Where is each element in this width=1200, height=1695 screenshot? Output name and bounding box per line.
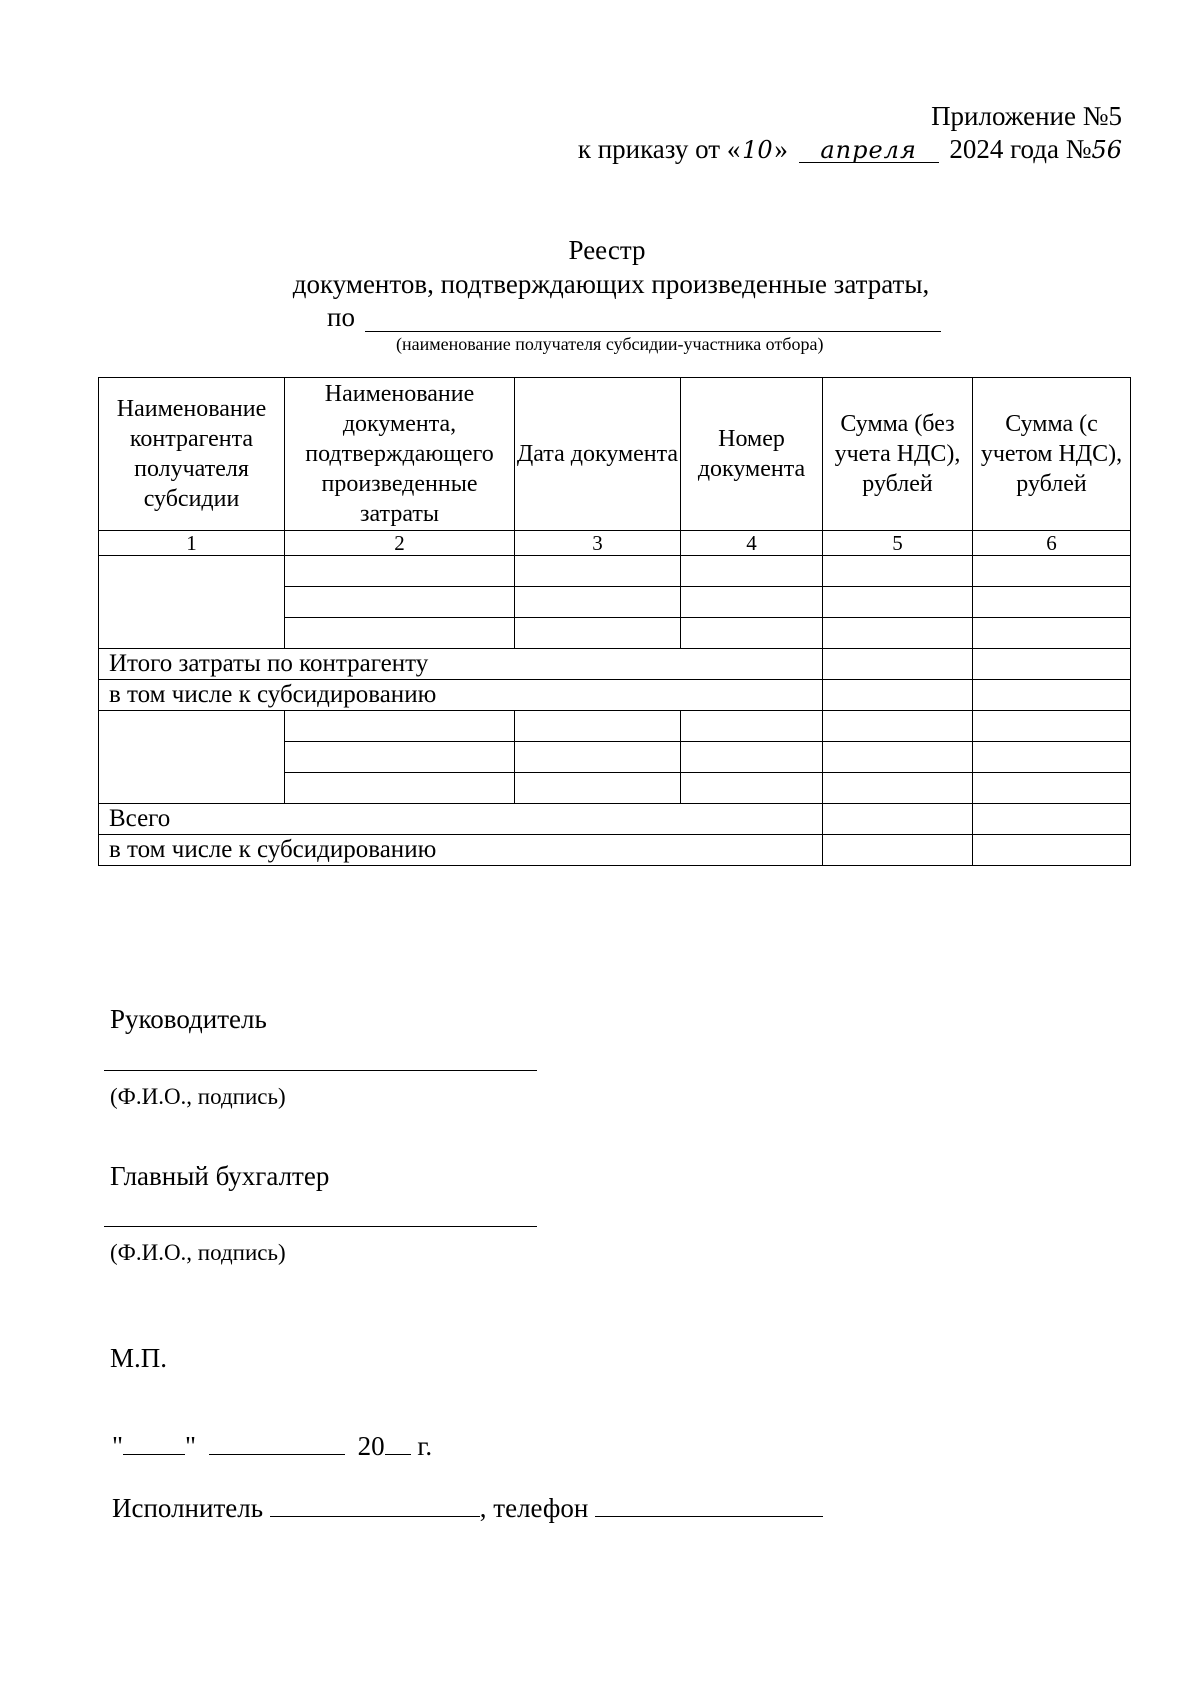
table-cell[interactable] [681,618,823,649]
table-cell[interactable] [973,618,1131,649]
column-number-row [99,531,1131,556]
date-year-field[interactable] [385,1432,411,1455]
column-header: Наименование контрагента получателя субсидии [99,378,285,531]
table-cell[interactable] [515,711,681,742]
phone-label: , телефон [479,1493,589,1523]
subtotal-row [99,649,1131,680]
order-reference-line [578,133,1122,167]
order-year: 2024 года № [949,134,1092,164]
column-header: Сумма (без учета НДС), рублей [823,378,973,531]
table-cell[interactable] [515,773,681,804]
table-cell[interactable] [973,711,1131,742]
total-label: Всего [99,804,823,835]
table-cell[interactable] [681,556,823,587]
subtotal-subsidy-amount-with-vat[interactable] [973,680,1131,711]
column-number: 6 [973,531,1131,556]
table-cell[interactable] [823,742,973,773]
subtotal-subsidy-amount-without-vat[interactable] [823,680,973,711]
table-cell[interactable] [285,742,515,773]
table-cell[interactable] [285,711,515,742]
table-cell[interactable] [823,556,973,587]
table-cell[interactable] [515,618,681,649]
document-title-block [0,234,1200,300]
table-cell[interactable] [973,587,1131,618]
head-label: Руководитель [110,1004,267,1034]
document-title: Реестр [568,235,646,265]
order-day-handwritten: 10 [742,136,773,164]
executor-line [112,1493,823,1524]
table-cell[interactable] [973,773,1131,804]
total-subsidy-row [99,835,1131,866]
table-cell[interactable] [973,742,1131,773]
order-number-handwritten: 56 [1091,136,1122,164]
table-cell[interactable] [973,556,1131,587]
subtotal-amount-with-vat[interactable] [973,649,1131,680]
column-header: Номер документа [681,378,823,531]
date-open-quote: " [112,1431,124,1461]
order-month-handwritten: апреля [799,138,939,163]
recipient-label: по [327,302,355,332]
date-year-prefix: 20 [357,1431,385,1461]
table-cell[interactable] [823,587,973,618]
table-cell[interactable] [515,742,681,773]
table-cell[interactable] [681,773,823,804]
subtotal-label: Итого затраты по контрагенту [99,649,823,680]
total-subsidy-amount-without-vat[interactable] [823,835,973,866]
column-header: Дата документа [515,378,681,531]
date-line [112,1431,432,1462]
recipient-row [327,302,941,332]
total-subsidy-amount-with-vat[interactable] [973,835,1131,866]
accountant-signature-line[interactable] [104,1226,537,1227]
column-header: Сумма (с учетом НДС), рублей [973,378,1131,531]
column-header: Наименование документа, подтверждающего произведенные затраты [285,378,515,531]
table-cell[interactable] [285,556,515,587]
column-number: 5 [823,531,973,556]
table-cell[interactable] [823,773,973,804]
stamp-placeholder: М.П. [110,1343,168,1373]
register-table [98,377,1131,866]
total-subsidy-label: в том числе к субсидированию [99,835,823,866]
table-header-row [99,378,1131,531]
date-month-field[interactable] [209,1432,345,1455]
total-amount-with-vat[interactable] [973,804,1131,835]
accountant-label: Главный бухгалтер [110,1161,330,1191]
head-signature-line[interactable] [104,1070,537,1071]
table-cell[interactable] [681,742,823,773]
subtotal-amount-without-vat[interactable] [823,649,973,680]
table-row [99,556,1131,587]
table-cell[interactable] [681,711,823,742]
column-number: 1 [99,531,285,556]
total-row [99,804,1131,835]
table-cell[interactable] [515,556,681,587]
head-signature-hint: (Ф.И.О., подпись) [110,1084,286,1109]
table-row [99,711,1131,742]
table-cell[interactable] [823,618,973,649]
date-close-quote: " [185,1431,197,1461]
counterparty-cell[interactable] [99,711,285,804]
column-number: 4 [681,531,823,556]
table-cell[interactable] [285,587,515,618]
table-cell[interactable] [823,711,973,742]
subtotal-subsidy-label: в том числе к субсидированию [99,680,823,711]
executor-name-field[interactable] [270,1494,480,1517]
order-day-close: » [774,134,788,164]
date-day-field[interactable] [123,1432,185,1455]
table-cell[interactable] [285,618,515,649]
column-number: 3 [515,531,681,556]
counterparty-cell[interactable] [99,556,285,649]
date-year-suffix: г. [417,1431,433,1461]
accountant-signature-hint: (Ф.И.О., подпись) [110,1240,286,1265]
appendix-title: Приложение №5 [931,101,1122,131]
subtotal-subsidy-row [99,680,1131,711]
table-cell[interactable] [285,773,515,804]
phone-field[interactable] [595,1494,823,1517]
total-amount-without-vat[interactable] [823,804,973,835]
recipient-name-field[interactable] [365,307,941,332]
executor-label: Исполнитель [112,1493,264,1523]
appendix-reference [578,100,1122,167]
recipient-hint: (наименование получателя субсидии-участника отбора) [396,334,824,354]
column-number: 2 [285,531,515,556]
order-prefix: к приказу от « [577,134,741,164]
document-subtitle: документов, подтверждающих произведенные затраты, [292,269,930,299]
table-cell[interactable] [515,587,681,618]
table-cell[interactable] [681,587,823,618]
